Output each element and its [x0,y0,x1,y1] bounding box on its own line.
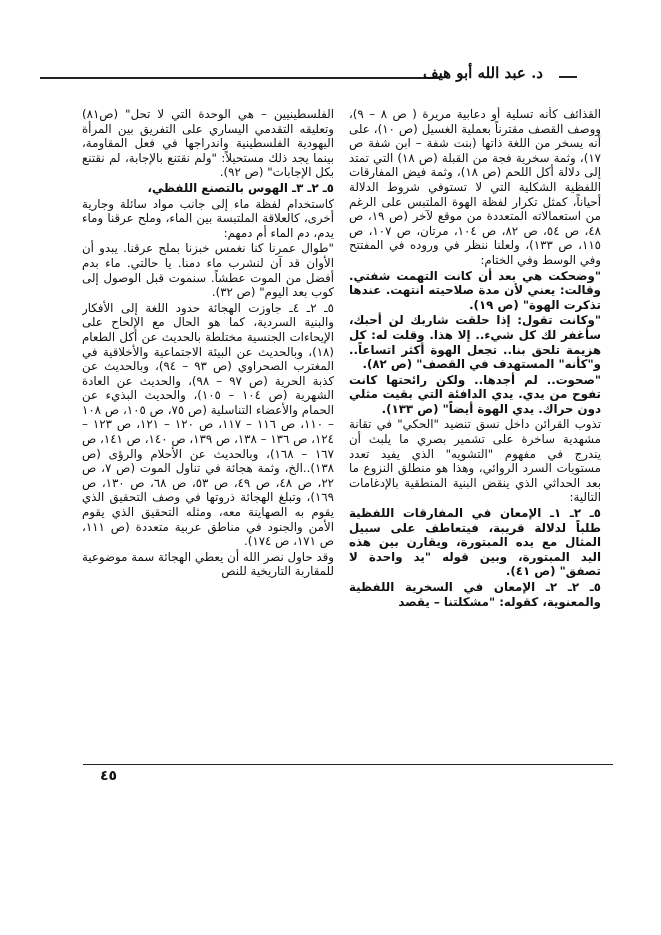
left-column [82,107,334,752]
paragraph: ٥ـ ٢ـ ٢ـ الإمعان في السخرية اللفظية والمعنوية، كقوله: "مشكلتنا – يقصد [349,580,601,609]
header-author: د. عبد الله أبو هيف [423,64,543,82]
paragraph: ٥ـ ٢ـ ٣ـ الهوس بالتصنع اللفظي، [147,180,334,195]
footer-rule [83,764,613,765]
page-number: ٤٥ [100,768,118,784]
paragraph: "طوال عمرنا كنا نغمس خبزنا بملح عرقنا. يبدو أن الأوان قد آن لنشرب ماء دمنا. يا حالتي. ماء بدم أفضل من الموت عطشاً. سنموت قبل الوصول إلى كوب بعد اليوم" (ص ٣٢). [82,241,334,300]
paragraph: "وضحكت هي بعد أن كانت التهمت شفتي. وقالت: يعني لأن مدة صلاحيته انتهت. عندها تذكرت الهوة" (ص ١٩). [349,268,601,312]
right-column [349,107,601,752]
paragraph: ٥ـ ٢ـ ٤ـ جاوزت الهجائة حدود اللغة إلى الأفكار والبنية السردية، كما هو الحال مع الإلحاح على الإيحاءات الجنسية مختلطة بالحديث عن أكل الطعام (١٨)، وبالحديث عن البيئة الاجتماعية والأخلاقية في المغترب الصحراوي (ص ٩٣ – ٩٤)، وبالحديث عن كذبة الحرية (ص ٩٧ – ٩٨)، والحديث عن العادة الشهرية (ص ١٠٤ – ١٠٥)، والحديث البذيء عن الحمام والأعضاء التناسلية (ص ٧٥، ص ١٠٥، ص ١٠٨ – ١١٠، ص ١١٦ – ١١٧، ص ١٢٠ – ١٢١، ص ١٢٣ – ١٢٤، ص ١٣٦ – ١٣٨، ص ١٣٩، ص ١٤٠، ص ١٤١، ص ١٦٧ – ١٦٨)، وبالحديث عن الأحلام والرؤى (ص ١٣٨)..الخ، وثمة هجائة في تناول الموت (ص ٧، ص ٢٢، ص ٤٨، ص ٤٩، ص ٥٣، ص ٦٨، ص ١٣٠، ص ١٦٩)، وتبلغ الهجائة ذروتها في وصف التحقيق الذي يقوم به الصهاينة معه، ومثله التحقيق الذي يقوم الأمن والجنود في مناطق عربية متعددة (ص ١١١، ص ١٧١، ص ١٧٤). [82,300,334,549]
paragraph: ٥ـ ٢ـ ١ـ الإمعان في المفارقات اللفظية طلباً لدلالة قريبة، فيتعاطف على سبيل المثال مع يده المبتورة، ويقارن بين هذه اليد المبتورة، وبين قوله "يد واحدة لا تصفق" (ص ٤١). [349,506,601,579]
paragraph: الفلسطينيين – هي الوحدة التي لا تحل" (ص٨١) وتعليقه التقدمي اليساري على التفريق بين المرأة اليهودية الفلسطينية واندراجها في فعل المقاومة، بينما يجد ذلك مستحيلاً: "ولم نقتنع بالإجابة، لم نقتنع بكل الإجابات" (ص ٩٢). [82,107,334,180]
paragraph: تذوب القرائن داخل نسق تنضيد "الحكي" في تقانة مشهدية ساخرة على تشمير بصري ما يلبث أن يندرج في مفهوم "التشويه" الذي يفيد تعدد مستويات السرد الروائي، وهذا هو منطلق النزوع ما بعد الحداثي الذي ينقض البنية المنطقية بالإدغامات التالية: [349,417,601,505]
paragraph: "وكانت تقول: إذا حلقت شاربك لن أحبك، سأغفر لك كل شيء.. إلا هذا. وقلت له: كل هزيمة تلحق بنا.. تجعل الهوة أكثر اتساعاً.. و"كأنه" المستهدف في القصف" (ص ٨٢). [349,313,601,372]
paragraph: "صحوت.. لم أجدها.. ولكن رائحتها كانت تفوح من يدي. يدي الدافئة التي بقيت مثلي دون حراك. يدي الهوة أيضاً" (ص ١٣٣). [349,372,601,416]
paragraph: كاستخدام لفظة ماء إلى جانب مواد سائلة وجارية أخرى، كالعلاقة الملتبسة بين الماء، وملح عرقنا وماء يدم، دم الماء أم دمهم: [82,196,334,240]
paragraph: وقد حاول نصر الله أن يعطي الهجائة سمة موضوعية للمقاربة التاريخية للنص [82,549,334,579]
header-rule [40,77,440,79]
paragraph: القذائف كأنه تسلية أو دعابية مريرة ( ص ٨ – ٩)، ووصف القصف مقترناً بعملية الغسيل (ص ١٠)، على أنه يسخر من اللغة ذاتها (بنت شفة – ابن شفة ص ١٧)، وثمة سخرية فجة من القبلة (ص ١٨) التي تمتد إلى دلالة أكل اللحم (ص ١٨)، وثمة فيض المفارقات اللفظية الشكلية التي لا تستوفي شروط الدلالة أحياناً، كمثل تكرار لفظة الهوة الملتبس على الرغم من استعمالاته المتعددة من موقع لآخر (ص ١٩، ص ٤٨، ص ٥٤، ص ٨٢، ص ١٠٤، مرتان، ص ١٠٧، ص ١١٥، ص ١٣٣)، ولعلنا ننظر في وروده في المفتتح وفي الوسط وفي الختام: [349,107,601,267]
header-mark [559,76,577,78]
